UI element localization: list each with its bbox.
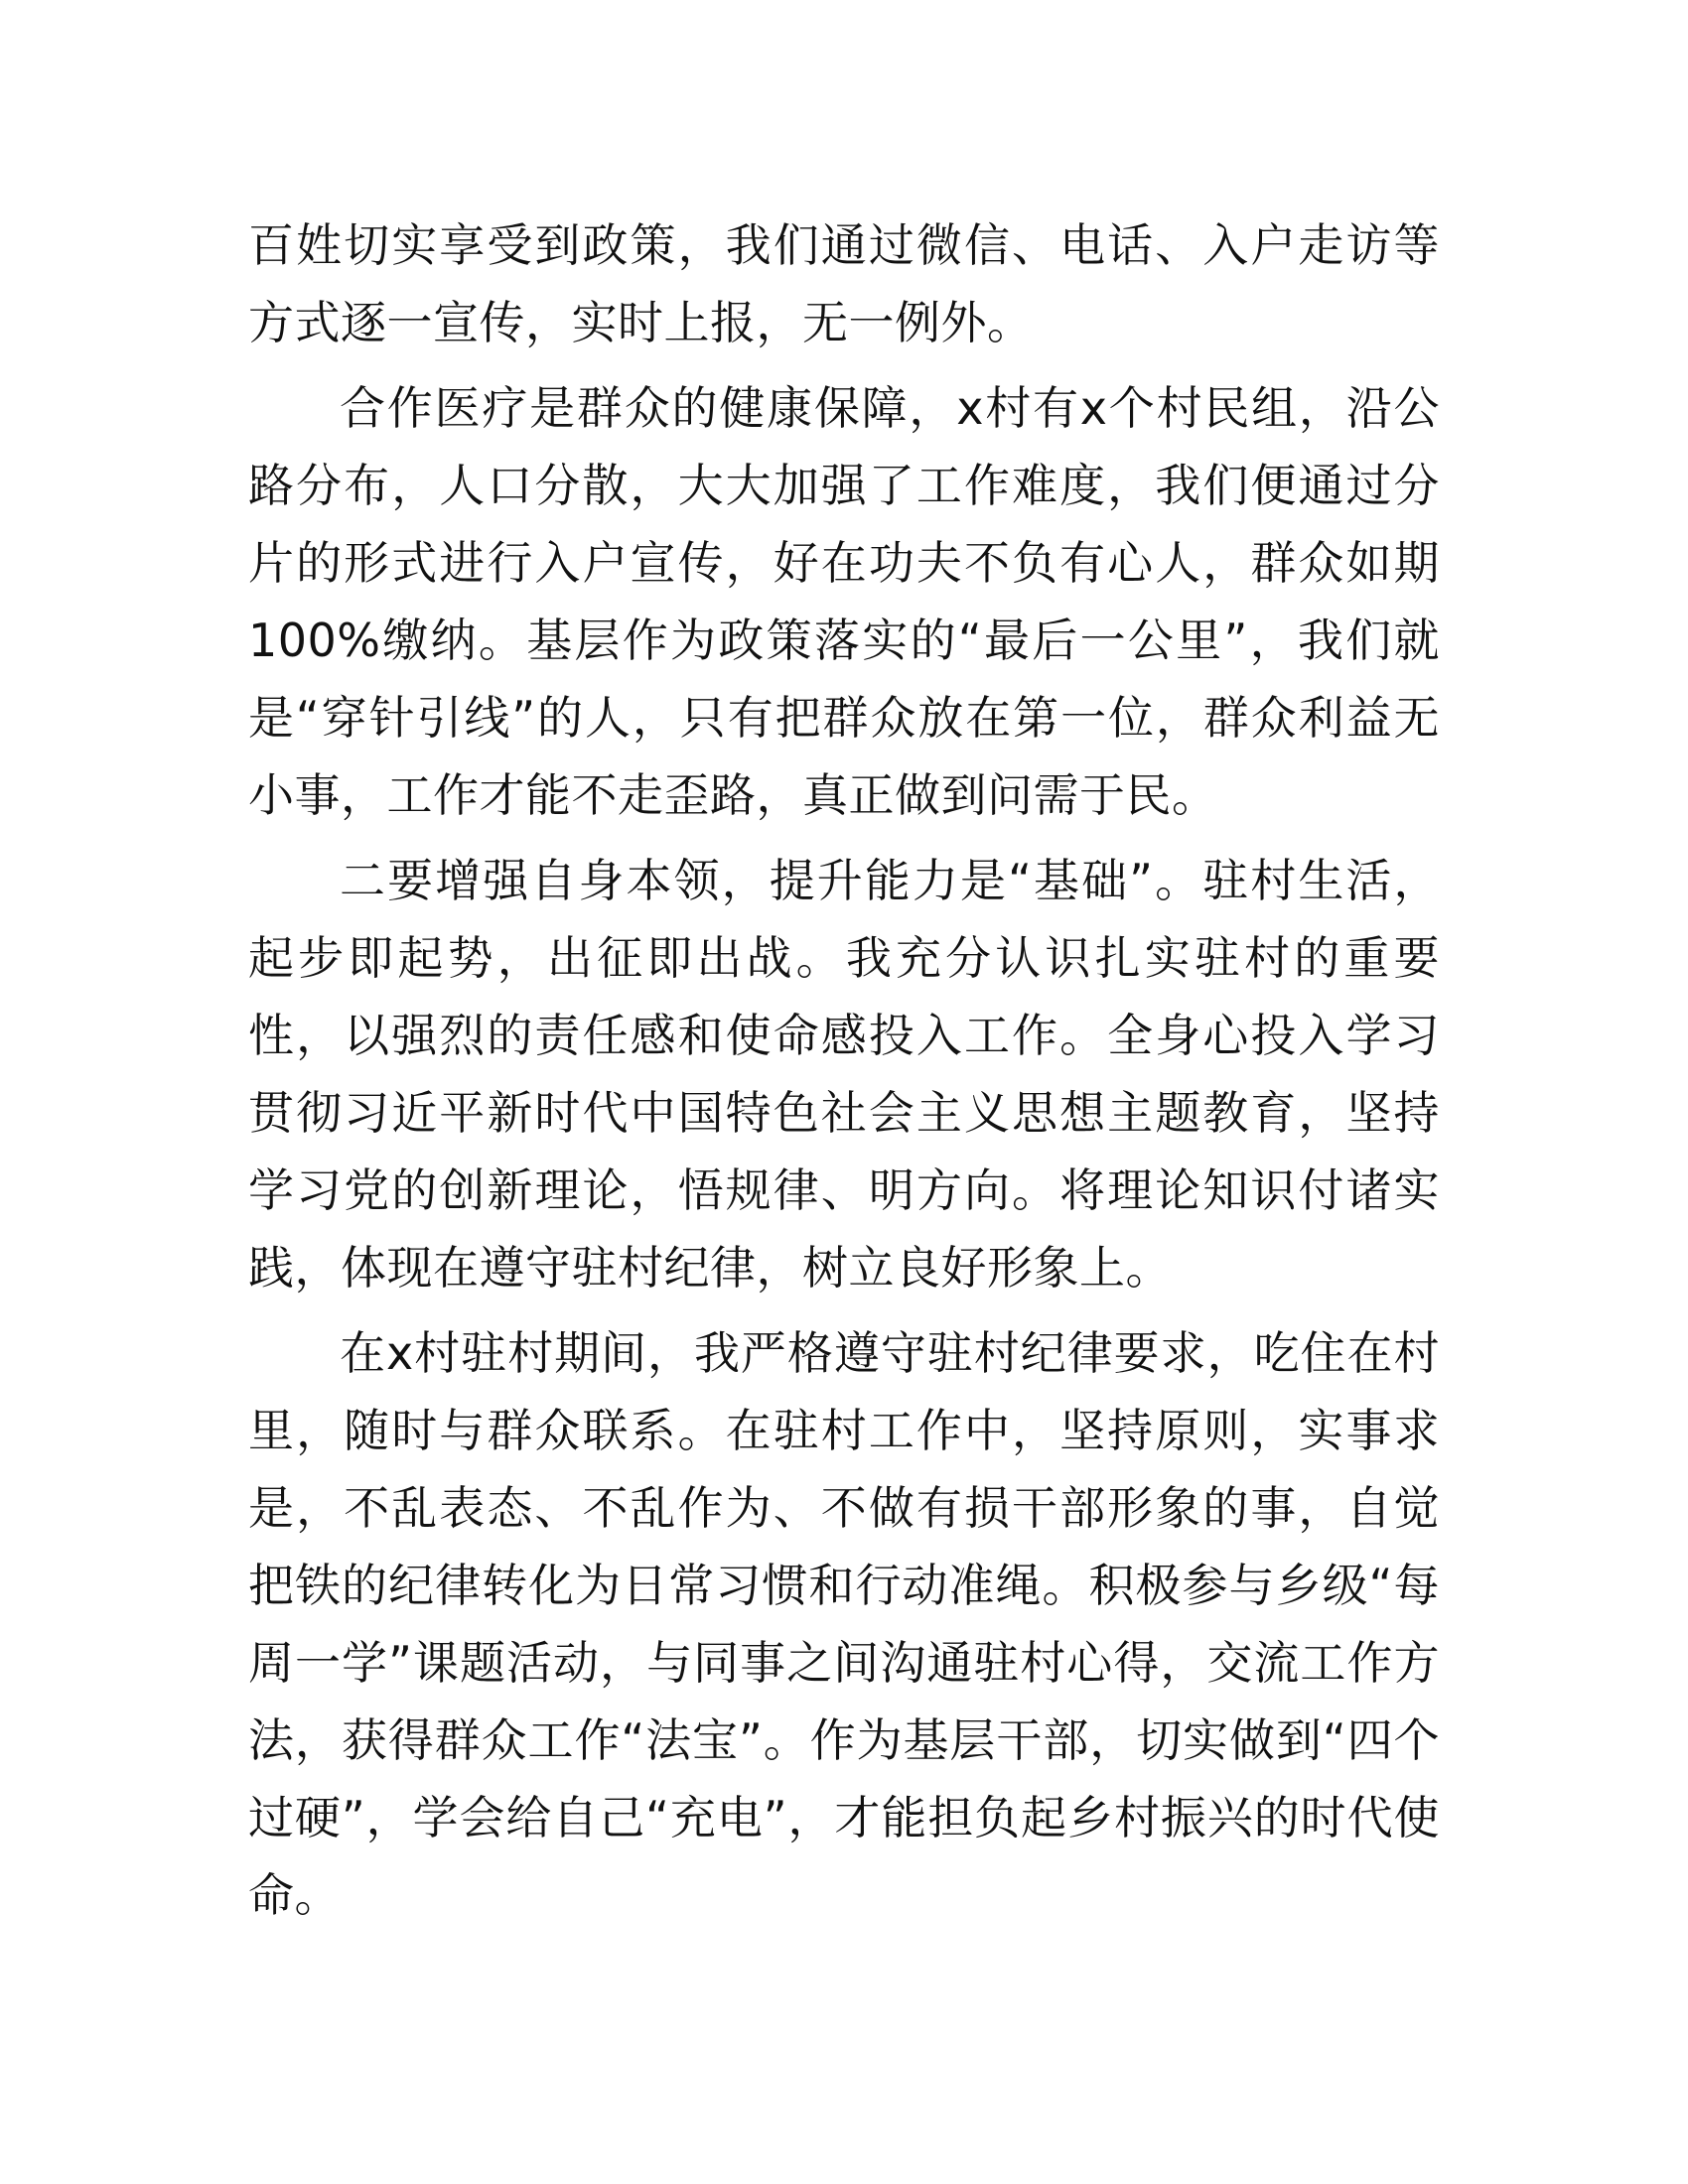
paragraph-4: 在x村驻村期间，我严格遵守驻村纪律要求，吃住在村里，随时与群众联系。在驻村工作中，坚持原则，实事求是，不乱表态、不乱作为、不做有损干部形象的事，自觉把铁的纪律转化为日常习惯和行动准绳。积极参与乡级“每周一学”课题活动，与同事之间沟通驻村心得，交流工作方法，获得群众工作“法宝”。作为基层干部，切实做到“四个过硬”，学会给自己“充电”，才能担负起乡村振兴的时代使命。 xyxy=(248,1326,1440,1922)
paragraph-3: 二要增强自身本领，提升能力是“基础”。驻村生活，起步即起势，出征即出战。我充分认识扎实驻村的重要性，以强烈的责任感和使命感投入工作。全身心投入学习贯彻习近平新时代中国特色社会主义思想主题教育，坚持学习党的创新理论，悟规律、明方向。将理论知识付诸实践，体现在遵守驻村纪律，树立良好形象上。 xyxy=(248,854,1440,1295)
body-text xyxy=(248,206,1440,1934)
paragraph-1: 百姓切实享受到政策，我们通过微信、电话、入户走访等方式逐一宣传，实时上报，无一例外。 xyxy=(248,218,1440,349)
paragraph-2: 合作医疗是群众的健康保障，x村有x个村民组，沿公路分布，人口分散，大大加强了工作难度，我们便通过分片的形式进行入户宣传，好在功夫不负有心人，群众如期 100%缴纳。基层作为政策落实的“最后一公里”，我们就是“穿针引线”的人，只有把群众放在第一位，群众利益无小事，工作才能不走歪路，真正做到问需于民。 xyxy=(248,381,1440,822)
